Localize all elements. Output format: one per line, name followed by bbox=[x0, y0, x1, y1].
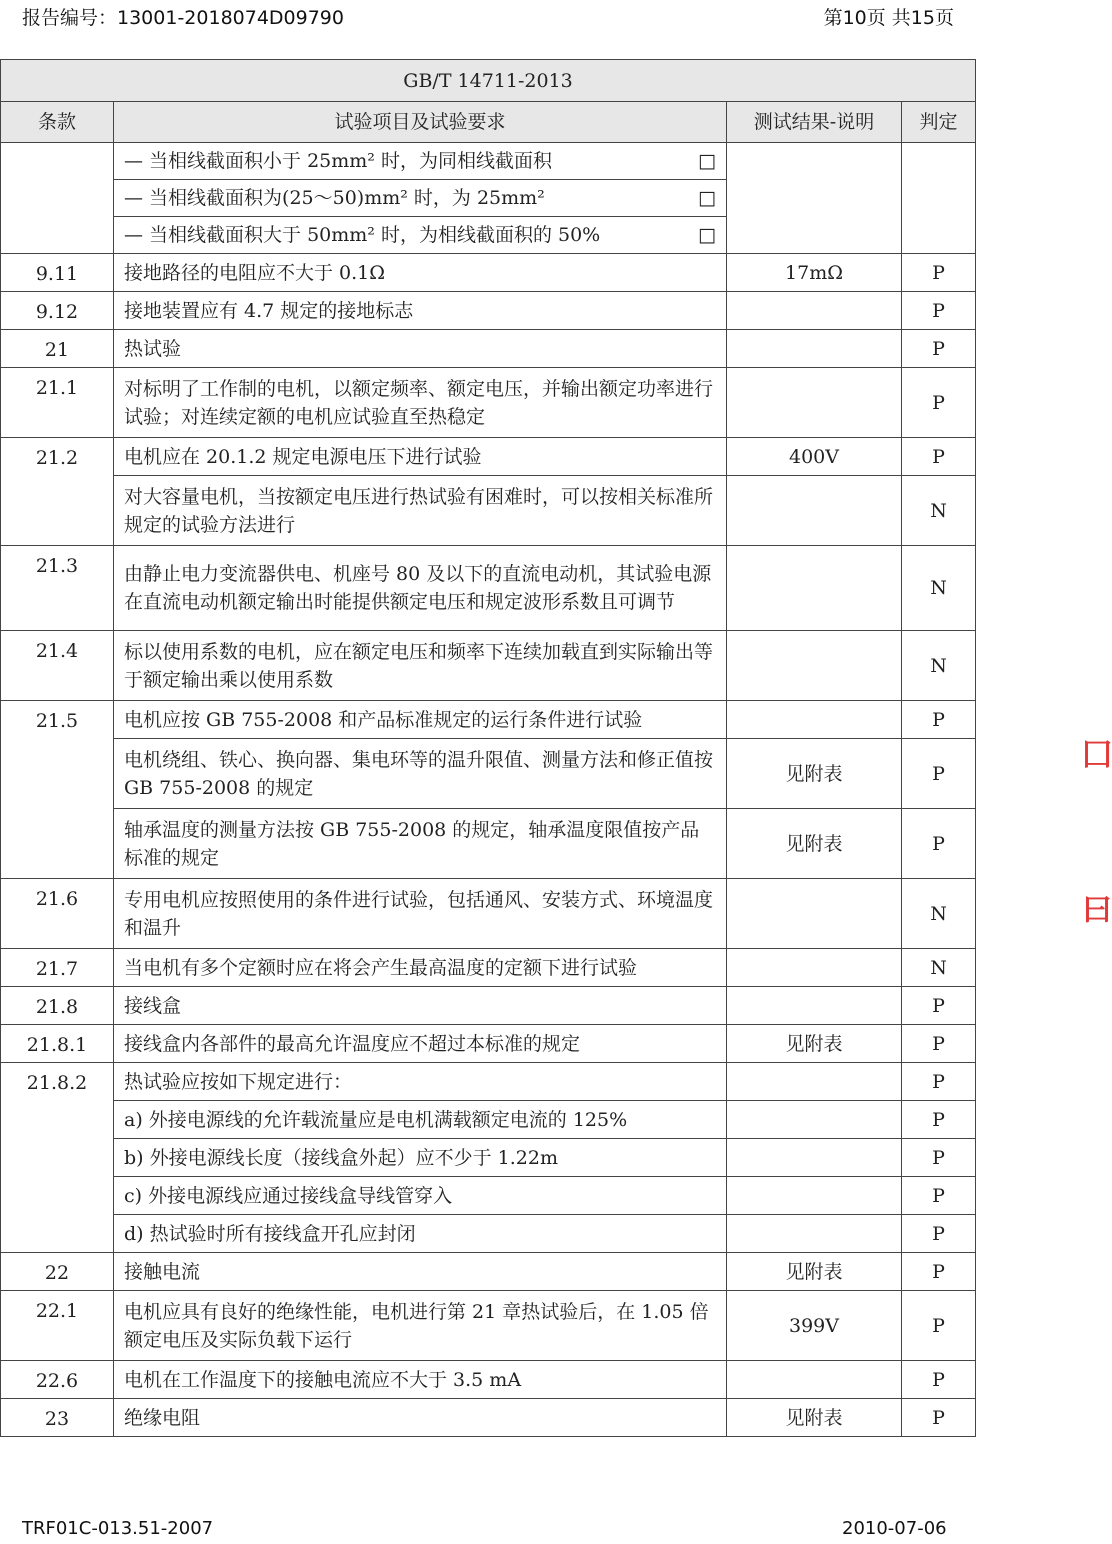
table-row bbox=[1, 292, 976, 330]
result-cell bbox=[727, 292, 902, 330]
table-row bbox=[1, 546, 976, 631]
result-cell: 见附表 bbox=[727, 739, 902, 809]
verdict-cell: N bbox=[902, 879, 976, 949]
requirement-text: — 当相线截面积小于 25mm² 时，为同相线截面积 bbox=[124, 150, 552, 172]
requirement-cell: 接地装置应有 4.7 规定的接地标志 bbox=[114, 292, 727, 330]
requirement-text: — 当相线截面积大于 50mm² 时，为相线截面积的 50% bbox=[124, 224, 601, 246]
verdict-cell: P bbox=[902, 1101, 976, 1139]
result-cell bbox=[727, 949, 902, 987]
verdict-cell: P bbox=[902, 739, 976, 809]
requirement-cell: c) 外接电源线应通过接线盒导线管穿入 bbox=[114, 1177, 727, 1215]
requirement-cell: 绝缘电阻 bbox=[114, 1399, 727, 1437]
verdict-cell: P bbox=[902, 330, 976, 368]
clause-cell: 21.8.1 bbox=[1, 1025, 114, 1063]
form-number: TRF01C-013.51-2007 bbox=[22, 1518, 214, 1539]
verdict-cell: P bbox=[902, 1177, 976, 1215]
table-row bbox=[1, 701, 976, 739]
requirement-cell: 电机应按 GB 755-2008 和产品标准规定的运行条件进行试验 bbox=[114, 701, 727, 739]
clause-cell bbox=[1, 143, 114, 254]
result-cell bbox=[727, 330, 902, 368]
result-cell bbox=[727, 1177, 902, 1215]
table-row bbox=[1, 438, 976, 476]
verdict-cell: P bbox=[902, 987, 976, 1025]
requirement-cell: 电机在工作温度下的接触电流应不大于 3.5 mA bbox=[114, 1361, 727, 1399]
result-cell bbox=[727, 631, 902, 701]
table-row bbox=[1, 476, 976, 546]
verdict-cell: P bbox=[902, 254, 976, 292]
standard-title: GB/T 14711-2013 bbox=[1, 60, 976, 102]
clause-cell: 9.11 bbox=[1, 254, 114, 292]
header-result: 测试结果-说明 bbox=[727, 102, 902, 143]
footer-date: 2010-07-06 bbox=[842, 1518, 947, 1539]
verdict-cell: P bbox=[902, 701, 976, 739]
requirement-cell: d) 热试验时所有接线盒开孔应封闭 bbox=[114, 1215, 727, 1253]
result-cell: 17mΩ bbox=[727, 254, 902, 292]
clause-cell: 22.1 bbox=[1, 1291, 114, 1361]
header-clause: 条款 bbox=[1, 102, 114, 143]
verdict-cell bbox=[902, 143, 976, 254]
result-cell: 见附表 bbox=[727, 1399, 902, 1437]
result-cell: 400V bbox=[727, 438, 902, 476]
result-cell bbox=[727, 1215, 902, 1253]
table-row bbox=[1, 1177, 976, 1215]
clause-cell: 9.12 bbox=[1, 292, 114, 330]
table-row bbox=[1, 1253, 976, 1291]
clause-cell: 21.3 bbox=[1, 546, 114, 631]
verdict-cell: P bbox=[902, 292, 976, 330]
table-row bbox=[1, 739, 976, 809]
table-row bbox=[1, 1215, 976, 1253]
result-cell: 见附表 bbox=[727, 809, 902, 879]
header-verdict: 判定 bbox=[902, 102, 976, 143]
requirement-cell: a) 外接电源线的允许载流量应是电机满载额定电流的 125% bbox=[114, 1101, 727, 1139]
requirement-cell: 由静止电力变流器供电、机座号 80 及以下的直流电动机，其试验电源在直流电动机额定输出时能提供额定电压和规定波形系数且可调节 bbox=[114, 546, 727, 631]
requirement-cell: 轴承温度的测量方法按 GB 755-2008 的规定，轴承温度限值按产品标准的规定 bbox=[114, 809, 727, 879]
report-number: 报告编号：13001-2018074D09790 bbox=[22, 7, 344, 29]
verdict-cell: P bbox=[902, 1025, 976, 1063]
verdict-cell: P bbox=[902, 809, 976, 879]
requirement-cell: 接地路径的电阻应不大于 0.1Ω bbox=[114, 254, 727, 292]
requirement-cell: 对大容量电机，当按额定电压进行热试验有困难时，可以按相关标准所规定的试验方法进行 bbox=[114, 476, 727, 546]
result-cell bbox=[727, 1063, 902, 1101]
clause-cell: 21.1 bbox=[1, 368, 114, 438]
result-cell bbox=[727, 546, 902, 631]
requirement-cell: b) 外接电源线长度（接线盒外起）应不少于 1.22m bbox=[114, 1139, 727, 1177]
result-cell bbox=[727, 701, 902, 739]
clause-cell: 21.2 bbox=[1, 438, 114, 546]
result-cell bbox=[727, 1361, 902, 1399]
table-row bbox=[1, 949, 976, 987]
table-row bbox=[1, 254, 976, 292]
checkbox[interactable]: □ bbox=[698, 224, 716, 246]
verdict-cell: P bbox=[902, 1063, 976, 1101]
requirement-cell: 热试验应按如下规定进行： bbox=[114, 1063, 727, 1101]
table-row bbox=[1, 1063, 976, 1101]
verdict-cell: P bbox=[902, 1253, 976, 1291]
requirement-cell: 接线盒内各部件的最高允许温度应不超过本标准的规定 bbox=[114, 1025, 727, 1063]
clause-cell: 21 bbox=[1, 330, 114, 368]
stamp-fragment: ⼞ bbox=[1082, 738, 1112, 773]
checkbox[interactable]: □ bbox=[698, 150, 716, 172]
clause-cell: 21.8.2 bbox=[1, 1063, 114, 1253]
checkbox[interactable]: □ bbox=[698, 187, 716, 209]
result-cell bbox=[727, 1139, 902, 1177]
table-row bbox=[1, 143, 976, 180]
clause-cell: 22 bbox=[1, 1253, 114, 1291]
requirement-cell: 接触电流 bbox=[114, 1253, 727, 1291]
table-row bbox=[1, 879, 976, 949]
verdict-cell: P bbox=[902, 1399, 976, 1437]
requirement-cell: 当电机有多个定额时应在将会产生最高温度的定额下进行试验 bbox=[114, 949, 727, 987]
verdict-cell: P bbox=[902, 438, 976, 476]
requirement-cell: 对标明了工作制的电机，以额定频率、额定电压，并输出额定功率进行试验；对连续定额的电机应试验直至热稳定 bbox=[114, 368, 727, 438]
requirement-cell: 接线盒 bbox=[114, 987, 727, 1025]
result-cell bbox=[727, 143, 902, 254]
verdict-cell: P bbox=[902, 1215, 976, 1253]
requirement-cell bbox=[114, 180, 727, 217]
header-requirement: 试验项目及试验要求 bbox=[114, 102, 727, 143]
table-row bbox=[1, 1361, 976, 1399]
requirement-cell: 电机应在 20.1.2 规定电源电压下进行试验 bbox=[114, 438, 727, 476]
result-cell bbox=[727, 368, 902, 438]
result-cell bbox=[727, 1101, 902, 1139]
column-header-row bbox=[1, 102, 976, 143]
requirement-cell: 电机绕组、铁心、换向器、集电环等的温升限值、测量方法和修正值按 GB 755-2008 的规定 bbox=[114, 739, 727, 809]
verdict-cell: N bbox=[902, 546, 976, 631]
verdict-cell: P bbox=[902, 1139, 976, 1177]
result-cell bbox=[727, 879, 902, 949]
stamp-fragment: ⽈ bbox=[1082, 893, 1112, 928]
clause-cell: 21.8 bbox=[1, 987, 114, 1025]
result-cell: 见附表 bbox=[727, 1253, 902, 1291]
clause-cell: 21.6 bbox=[1, 879, 114, 949]
clause-cell: 21.5 bbox=[1, 701, 114, 879]
verdict-cell: N bbox=[902, 949, 976, 987]
clause-cell: 21.7 bbox=[1, 949, 114, 987]
table-row bbox=[1, 1139, 976, 1177]
requirement-cell bbox=[114, 217, 727, 254]
requirement-cell: 专用电机应按照使用的条件进行试验，包括通风、安装方式、环境温度和温升 bbox=[114, 879, 727, 949]
result-cell bbox=[727, 987, 902, 1025]
table-row bbox=[1, 330, 976, 368]
table-row bbox=[1, 987, 976, 1025]
table-row bbox=[1, 1291, 976, 1361]
clause-cell: 22.6 bbox=[1, 1361, 114, 1399]
table-row bbox=[1, 1025, 976, 1063]
requirement-text: — 当相线截面积为(25～50)mm² 时，为 25mm² bbox=[124, 187, 545, 209]
result-cell bbox=[727, 476, 902, 546]
verdict-cell: N bbox=[902, 631, 976, 701]
clause-cell: 21.4 bbox=[1, 631, 114, 701]
clause-cell: 23 bbox=[1, 1399, 114, 1437]
result-cell: 见附表 bbox=[727, 1025, 902, 1063]
table-row bbox=[1, 631, 976, 701]
table-row bbox=[1, 368, 976, 438]
verdict-cell: P bbox=[902, 368, 976, 438]
test-results-table bbox=[0, 59, 976, 1437]
result-cell: 399V bbox=[727, 1291, 902, 1361]
page-indicator: 第10页 共15页 bbox=[823, 7, 954, 29]
requirement-cell bbox=[114, 143, 727, 180]
table-row bbox=[1, 1399, 976, 1437]
verdict-cell: P bbox=[902, 1291, 976, 1361]
verdict-cell: P bbox=[902, 1361, 976, 1399]
requirement-cell: 标以使用系数的电机，应在额定电压和频率下连续加载直到实际输出等于额定输出乘以使用系数 bbox=[114, 631, 727, 701]
requirement-cell: 热试验 bbox=[114, 330, 727, 368]
table-row bbox=[1, 1101, 976, 1139]
verdict-cell: N bbox=[902, 476, 976, 546]
table-row bbox=[1, 809, 976, 879]
requirement-cell: 电机应具有良好的绝缘性能，电机进行第 21 章热试验后，在 1.05 倍额定电压及实际负载下运行 bbox=[114, 1291, 727, 1361]
